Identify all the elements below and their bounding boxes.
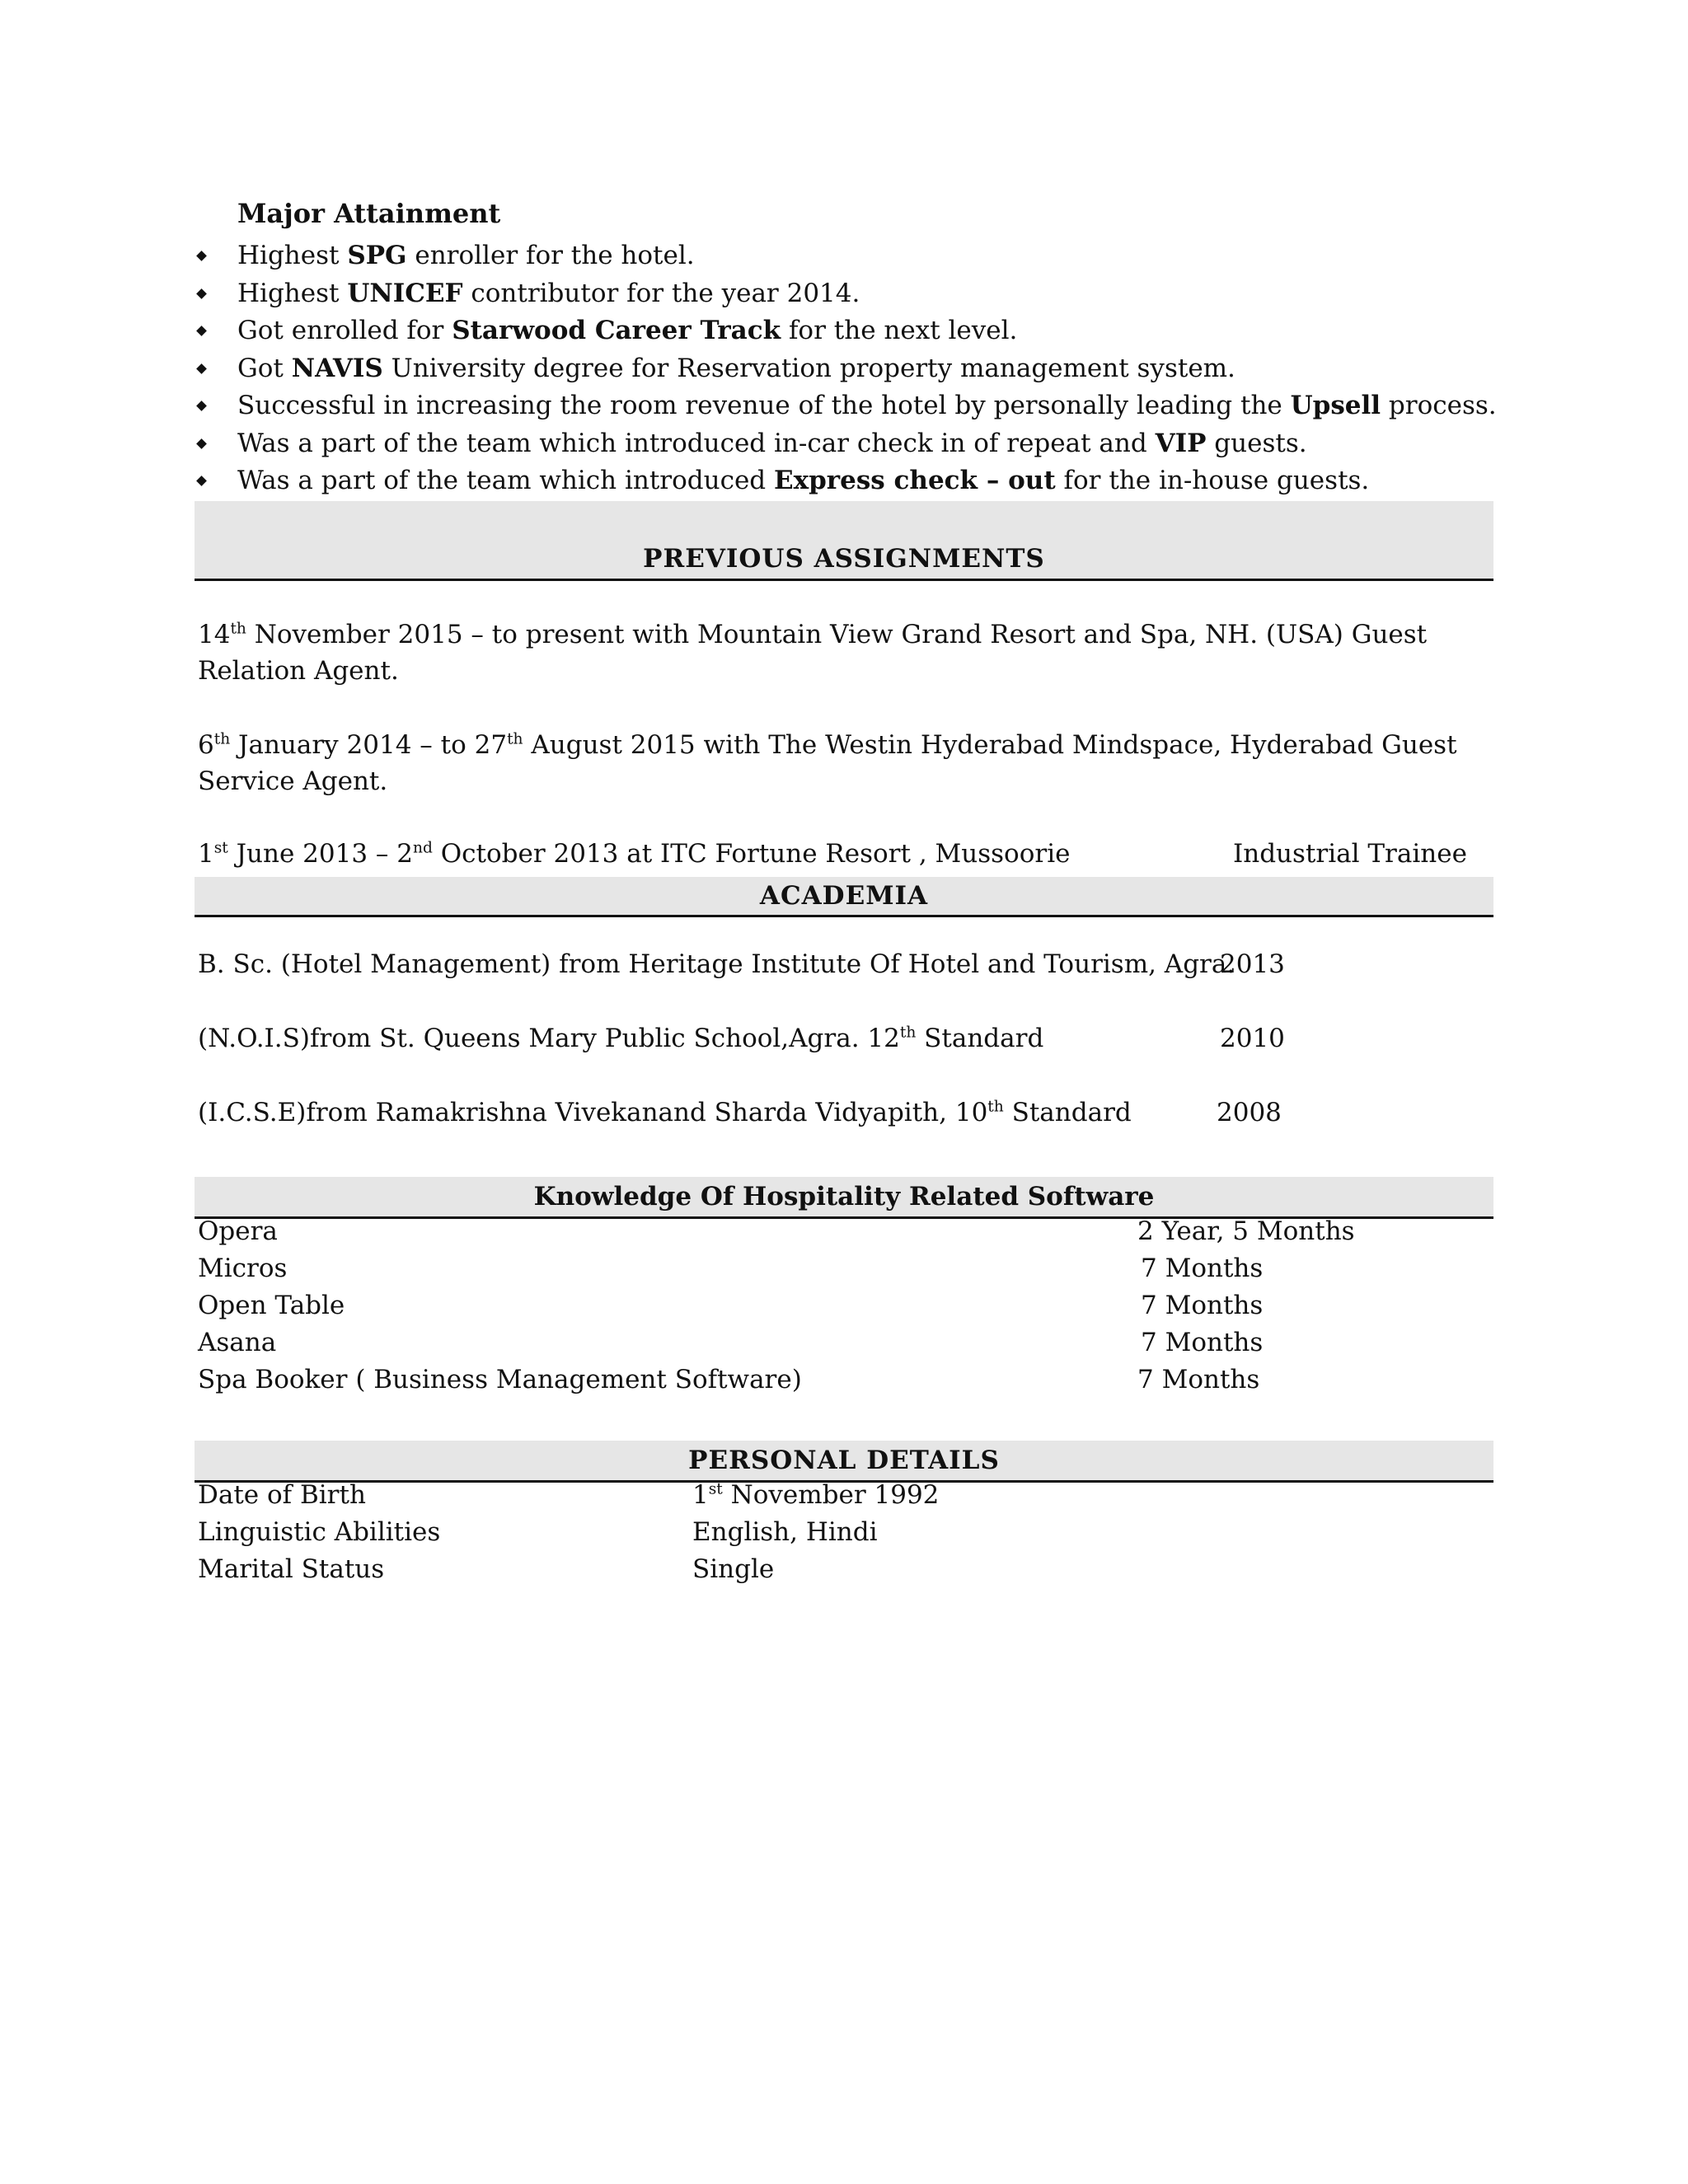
date-suffix: nd xyxy=(413,839,433,857)
software-name: Spa Booker ( Business Management Software) xyxy=(198,1365,802,1394)
academia-text: Standard xyxy=(1003,1098,1132,1127)
marital-status-value: Single xyxy=(692,1554,775,1584)
academia-text: (N.O.I.S)from St. Queens Mary Public School,Agra. 12 xyxy=(198,1024,900,1053)
item-text: for the next level. xyxy=(781,316,1018,345)
academia-year-2: 2010 xyxy=(1220,1024,1285,1053)
item-highlight: VIP xyxy=(1155,428,1207,458)
software-name: Open Table xyxy=(198,1291,345,1320)
software-duration: 7 Months xyxy=(1141,1328,1264,1357)
bullet-diamond-icon xyxy=(196,363,207,374)
software-duration: 7 Months xyxy=(1141,1254,1264,1283)
assignment-text: August 2015 with The Westin Hyderabad Mindspace, Hyderabad Guest Service Agent. xyxy=(198,730,1457,796)
item-text: process. xyxy=(1381,391,1497,420)
software-name: Asana xyxy=(198,1328,277,1357)
languages-value: English, Hindi xyxy=(692,1517,878,1547)
academia-row-3 xyxy=(198,1098,1132,1127)
assignment-text: January 2014 – to 27 xyxy=(230,730,508,760)
item-highlight: SPG xyxy=(347,241,407,270)
item-text: for the in-house guests. xyxy=(1055,466,1370,495)
ordinal-suffix: st xyxy=(708,1480,723,1498)
item-text: contributor for the year 2014. xyxy=(462,278,860,308)
assignment-text: June 2013 – 2 xyxy=(227,839,413,869)
academia-text: (I.C.S.E)from Ramakrishna Vivekanand Sharda Vidyapith, 10 xyxy=(198,1098,988,1127)
dob-value xyxy=(692,1480,939,1510)
software-name: Opera xyxy=(198,1216,278,1246)
list-item xyxy=(196,387,1515,425)
dob-label: Date of Birth xyxy=(198,1480,366,1510)
bullet-diamond-icon xyxy=(196,476,207,486)
item-text: Highest xyxy=(237,278,348,308)
section-title: Knowledge Of Hospitality Related Software xyxy=(533,1182,1155,1212)
ordinal-suffix: th xyxy=(899,1024,917,1042)
date-suffix: th xyxy=(213,730,231,748)
list-item xyxy=(196,312,1515,350)
list-item xyxy=(196,237,1515,275)
assignment-role: Industrial Trainee xyxy=(1233,839,1467,869)
section-title: ACADEMIA xyxy=(759,881,929,911)
academia-text: Standard xyxy=(916,1024,1044,1053)
ordinal-suffix: th xyxy=(987,1098,1004,1116)
bullet-diamond-icon xyxy=(196,401,207,411)
academia-row-1: B. Sc. (Hotel Management) from Heritage Institute Of Hotel and Tourism, Agra. xyxy=(198,949,1236,979)
item-text: Successful in increasing the room revenue of the hotel by personally leading the xyxy=(237,391,1291,420)
section-title: PERSONAL DETAILS xyxy=(688,1446,1000,1475)
list-item xyxy=(196,425,1515,463)
item-highlight: Starwood Career Track xyxy=(452,316,781,345)
attainment-list xyxy=(196,237,1515,500)
date-day: 6 xyxy=(198,730,214,760)
software-duration: 7 Months xyxy=(1141,1291,1264,1320)
marital-status-label: Marital Status xyxy=(198,1554,385,1584)
item-highlight: UNICEF xyxy=(347,278,463,308)
item-highlight: Express check – out xyxy=(774,466,1056,495)
assignment-entry-1 xyxy=(198,616,1484,689)
item-text: Got enrolled for xyxy=(237,316,452,345)
academia-row-2 xyxy=(198,1024,1043,1053)
date-suffix: st xyxy=(213,839,228,857)
list-item xyxy=(196,350,1515,388)
assignment-entry-2 xyxy=(198,727,1484,799)
academia-header xyxy=(195,877,1493,917)
item-text: Highest xyxy=(237,241,348,270)
item-text: Was a part of the team which introduced in-car check in of repeat and xyxy=(237,428,1156,458)
date-day: 1 xyxy=(198,839,214,869)
dob-rest: November 1992 xyxy=(722,1480,940,1510)
date-suffix: th xyxy=(230,620,246,638)
item-text: enroller for the hotel. xyxy=(406,241,695,270)
bullet-diamond-icon xyxy=(196,251,207,261)
bullet-diamond-icon xyxy=(196,326,207,336)
dob-day: 1 xyxy=(692,1480,709,1510)
item-text: University degree for Reservation property management system. xyxy=(382,353,1236,383)
languages-label: Linguistic Abilities xyxy=(198,1517,441,1547)
personal-details-header xyxy=(195,1441,1493,1483)
software-header xyxy=(195,1177,1493,1219)
bullet-diamond-icon xyxy=(196,438,207,449)
software-duration: 2 Year, 5 Months xyxy=(1137,1216,1355,1246)
software-name: Micros xyxy=(198,1254,288,1283)
software-duration: 7 Months xyxy=(1137,1365,1260,1394)
item-text: guests. xyxy=(1206,428,1307,458)
assignment-text: November 2015 – to present with Mountain View Grand Resort and Spa, NH. (USA) Guest Relation Agent. xyxy=(198,620,1428,686)
bullet-diamond-icon xyxy=(196,288,207,299)
date-suffix: th xyxy=(507,730,523,748)
assignment-text: October 2013 at ITC Fortune Resort , Mussoorie xyxy=(432,839,1071,869)
previous-assignments-header xyxy=(195,501,1493,581)
section-title: PREVIOUS ASSIGNMENTS xyxy=(643,544,1045,574)
major-attainment-heading: Major Attainment xyxy=(237,198,501,229)
item-text: Was a part of the team which introduced xyxy=(237,466,774,495)
item-highlight: NAVIS xyxy=(291,353,383,383)
item-highlight: Upsell xyxy=(1290,391,1381,420)
list-item xyxy=(196,462,1515,500)
date-day: 14 xyxy=(198,620,231,649)
academia-year-3: 2008 xyxy=(1217,1098,1282,1127)
item-text: Got xyxy=(237,353,292,383)
academia-year-1: 2013 xyxy=(1220,949,1285,979)
list-item xyxy=(196,275,1515,313)
